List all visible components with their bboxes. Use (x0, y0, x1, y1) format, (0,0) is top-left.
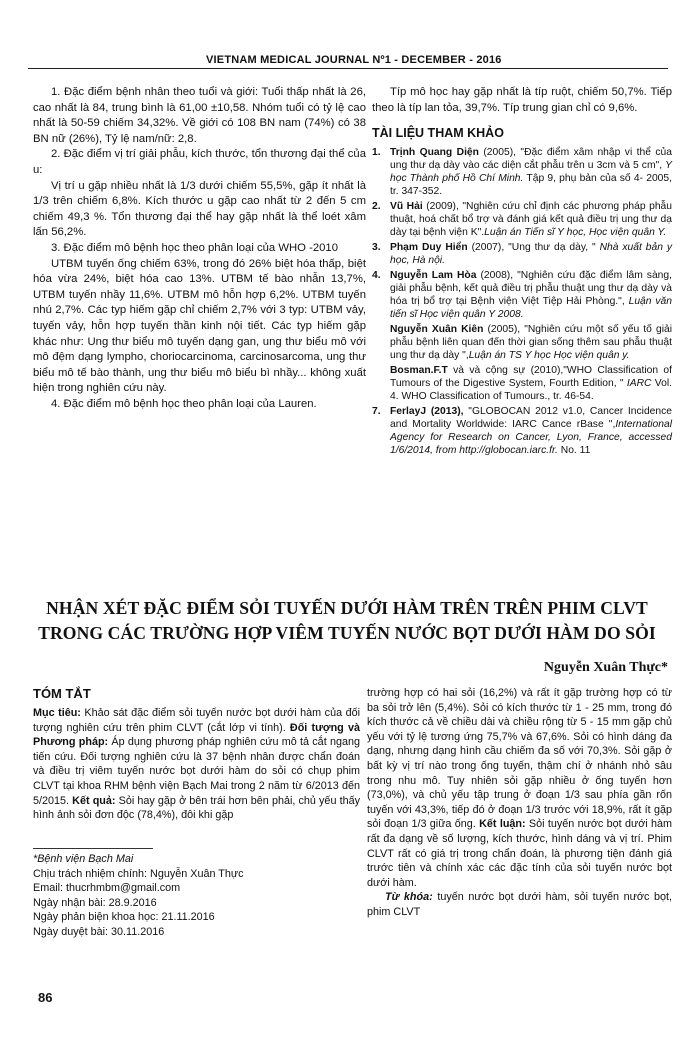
reference-source: Luận văn tiến sĩ Học viện quân Y 2008. (390, 295, 673, 320)
reference-body: (2007), "Ung thư dạ dày, " (467, 241, 600, 253)
reference-text (390, 241, 672, 267)
reference-text (390, 146, 672, 198)
reference-author: Trịnh Quang Diện (390, 146, 479, 158)
reference-body: và và cộng sự (2010),"WHO Classification of Tumours of the Digestive System, Fourth Edition, " (390, 364, 672, 389)
footnote-approved: Ngày duyệt bài: 30.11.2016 (33, 925, 165, 938)
reference-source: Luận án Tiến sĩ Y học, Học viện quân Y. (484, 226, 667, 238)
reference-source: Luận án TS Y học Học viện quân y. (468, 349, 630, 361)
reference-body: (2005), "Đặc điểm xâm nhập vi thể của ung thư dạ dày vào các diện cắt phẫu trên u 3cm và 5 cm", (390, 146, 672, 171)
footnote-reviewed: Ngày phản biện khoa học: 21.11.2016 (33, 911, 215, 924)
abstract-results-label: Kết quả: (72, 794, 116, 807)
abstract-conclusion-label: Kết luận: (479, 818, 526, 831)
footnote (33, 852, 353, 940)
keywords (367, 890, 672, 919)
reference-item (372, 241, 672, 267)
header-rule (28, 68, 668, 69)
reference-author: Nguyễn Xuân Kiên (390, 323, 484, 335)
reference-text (390, 405, 672, 457)
paragraph-anatomy: Vị trí u gặp nhiều nhất là 1/3 dưới chiếm 55,5%, gặp ít nhất là 1/3 trên chiếm 6,8%. Kích thước u gặp cao nhất từ 2 đến 5 cm chiếm 49,3 %. Tổn thương đại thể hay gặp nhất là thể loét xâm lấn 56,2%. (33, 179, 366, 239)
reference-number (372, 364, 390, 403)
paragraph-who-heading: 3. Đặc điểm mô bệnh học theo phân loại của WHO -2010 (51, 241, 338, 254)
abstract-results-cont: trường hợp có hai sỏi (16,2%) và rất ít gặp trường hợp có từ ba sỏi trở lên (5,4%). Sỏi có kích thước từ 1 - 25 mm, trong đó kích thước cả về chiều dài và chiều rộng từ 5 - 15 mm gặp chủ yếu với tỷ lệ tương ứng 75,7% và 67,6%. Sỏi có hình dáng đa dạng, nhưng dạng hình cầu chiếm đa số với 70,3%. Sỏi gặp ở bất kỳ vị trí nào trong ống tuyến, thậm chí ở nhánh nhỏ sâu trong nhu mô. Tuy nhiên sỏi gặp nhiều ở ống tuyến hơn (73,0%), và chủ yếu tập trung ở đoạn 1/3 sau phía gần rốn tuyến với 43,3%, tiếp đó ở đoạn 1/3 trước với 18,9%, rất ít gặp sỏi đoạn 1/3 giữa ống. (367, 687, 672, 831)
reference-body: (2005), "Nghiên cứu một số yếu tố giải phẫu bệnh liên quan đến thời gian sống thêm sau phẫu thuật ung thư dạ dày ", (390, 323, 673, 361)
reference-item (372, 323, 672, 362)
reference-text (390, 323, 672, 362)
reference-number: 2. (372, 200, 381, 212)
running-header: VIETNAM MEDICAL JOURNAL Nº1 - DECEMBER - 2016 (206, 54, 502, 66)
reference-item (372, 405, 672, 457)
reference-body: "GLOBOCAN 2012 v1.0, Cancer Incidence and Mortality Worldwide: IARC Cance rBase ", (390, 405, 672, 430)
reference-author: Phạm Duy Hiển (390, 241, 468, 253)
abstract-left (33, 706, 360, 823)
footnote-affiliation: *Bệnh viện Bạch Mai (33, 853, 134, 865)
reference-author: Vũ Hải (390, 200, 423, 212)
reference-source: IARC (626, 377, 652, 389)
paragraph-who: UTBM tuyến ống chiếm 63%, trong đó 26% biệt hóa thấp, biệt hóa vừa 24%, biệt hóa cao 13%. UTBM tế bào nhẫn 13,7%, UTBM tuyến nhầy 11,6%. UTBM mô hỗn hợp 6,2%. UTBM tuyến nhú 2,7%. Các typ hiếm gặp chỉ chiếm 2,7% với 3 typ: UTBM vảy, tuyến vảy, hỗn hợp tuyến thần kinh nội tiết. Các typ hiếm gặp khác như: Ung thư biểu mô tuyến dạng gan, ung thư biểu mô với mô đệm dạng lympho, choriocarcinoma, carcinosarcoma, ung thư biểu mô tế bào thành, ung thư biểu mô biểu bì nhầy... không xuất hiện trong nghiên cứu này. (33, 257, 366, 395)
page-number: 86 (38, 990, 53, 1005)
right-column (372, 85, 672, 459)
reference-author: FerlayJ (2013), (390, 405, 464, 417)
footnote-received: Ngày nhận bài: 28.9.2016 (33, 896, 157, 909)
footnote-rule (33, 848, 153, 849)
reference-tail: No. 11 (557, 444, 591, 456)
reference-source: Y học Thành phố Hồ Chí Minh. (390, 159, 672, 184)
reference-item (372, 146, 672, 198)
reference-text (390, 364, 672, 403)
summary-heading: TÓM TẮT (33, 686, 91, 701)
left-column (33, 85, 366, 412)
reference-source: International Agency for Research on Cancer, Lyon, France, accessed 1/6/2014, from http://globocan.iarc.fr. (390, 418, 672, 456)
reference-item (372, 364, 672, 403)
reference-body: (2009), "Nghiên cứu chỉ định các phương pháp phẫu thuật, hoá chất bổ trợ và đánh giá kết quả điều trị ung thư dạ dày tại bệnh viện K". (390, 200, 672, 238)
abstract-right (367, 686, 672, 920)
reference-author: Bosman.F.T (390, 364, 448, 376)
abstract-methods: Áp dụng phương pháp nghiên cứu mô tả cắt ngang tiến cứu. Đối tượng nghiên cứu là 37 bệnh nhân được chẩn đoán và điều trị viêm tuyến nước bọt dưới hàm do sỏi có chụp phim CLVT tại khoa RHM bệnh viện Bạch Mai trong 2 năm từ 6/2013 đến 5/2015. (33, 736, 360, 807)
footnote-responsible: Chịu trách nhiệm chính: Nguyễn Xuân Thực (33, 867, 244, 880)
reference-number (372, 323, 390, 362)
reference-number: 1. (372, 146, 381, 158)
reference-body: (2008), "Nghiên cứu đặc điểm lâm sàng, giải phẫu bệnh, kết quả điều trị phẫu thuật ung thư dạ dày và hóa trị bổ trợ tại Bệnh viện Việt Tiệp Hải Phòng.", (390, 269, 672, 307)
keywords-text: tuyến nước bọt dưới hàm, sỏi tuyến nước bọt, phim CLVT (367, 891, 672, 918)
paragraph-age-sex: 1. Đặc điểm bệnh nhân theo tuổi và giới: Tuổi thấp nhất là 26, cao nhất là 84, trung bình là 61,00 ±10,58. Nhóm tuổi có tỷ lệ cao nhất là 50-59 chiếm 34,32%. Về giới có 108 BN nam (74%) có 38 BN nữ (26%), Tỷ lệ nam/nữ: 2,8. (33, 86, 366, 145)
keywords-label: Từ khóa: (385, 891, 433, 904)
reference-item (372, 269, 672, 321)
paragraph-lauren: Típ mô học hay gặp nhất là típ ruột, chiếm 50,7%. Tiếp theo là típ lan tỏa, 39,7%. Típ trung gian chỉ có 9,6%. (372, 86, 672, 114)
reference-tail: Vol. 4. WHO Classification of Tumours., tr. 46-54. (390, 377, 672, 402)
article-author: Nguyễn Xuân Thực* (543, 660, 668, 675)
abstract-objective-label: Mục tiêu: (33, 707, 81, 719)
reference-number: 7. (372, 405, 381, 417)
footnote-email: Email: thucrhmbm@gmail.com (33, 882, 181, 895)
reference-tail: Tập 9, phụ bản của số 4- 2005, tr. 347-352. (390, 172, 672, 197)
references-heading: TÀI LIỆU THAM KHẢO (372, 126, 504, 141)
reference-author: Nguyễn Lam Hòa (390, 269, 477, 281)
abstract-methods-label: Đối tượng và Phương pháp: (33, 721, 360, 749)
reference-number: 3. (372, 241, 381, 253)
reference-number: 4. (372, 269, 381, 281)
paragraph-lauren-heading: 4. Đặc điểm mô bệnh học theo phân loại của Lauren. (51, 397, 317, 410)
paragraph-anatomy-heading: 2. Đặc điểm vị trí giải phẫu, kích thước, tổn thương đại thể của u: (33, 148, 366, 176)
reference-item (372, 200, 672, 239)
article-title (20, 596, 674, 646)
article-title-line-2: TRONG CÁC TRƯỜNG HỢP VIÊM TUYẾN NƯỚC BỌT DƯỚI HÀM DO SỎI (38, 623, 656, 643)
article-title-line-1: NHẬN XÉT ĐẶC ĐIỂM SỎI TUYẾN DƯỚI HÀM TRÊN TRÊN PHIM CLVT (46, 598, 648, 618)
abstract-results: Sỏi hay gặp ở bên trái hơn bên phải, chủ yếu thấy hình ảnh sỏi đơn độc (78,4%), đôi khi gặp (33, 794, 360, 822)
reference-source: Nhà xuất bản y học, Hà nội. (390, 241, 673, 266)
abstract-conclusion: Sỏi tuyến nước bọt dưới hàm rất đa dạng về số lượng, kích thước, hình dáng và vị trí. Phim CLVT rất có giá trị trong chẩn đoán, là phương tiện đánh giá trước tiên và chính xác các đặc tính của sỏi tuyến nước bọt dưới hàm. (367, 818, 672, 889)
reference-text (390, 269, 672, 321)
abstract-objective: Khảo sát đặc điểm sỏi tuyến nước bọt dưới hàm của đối tượng nghiên cứu trên phim CLVT (cắt lớp vi tính). (33, 707, 360, 734)
references-list (372, 146, 672, 457)
reference-text (390, 200, 672, 239)
